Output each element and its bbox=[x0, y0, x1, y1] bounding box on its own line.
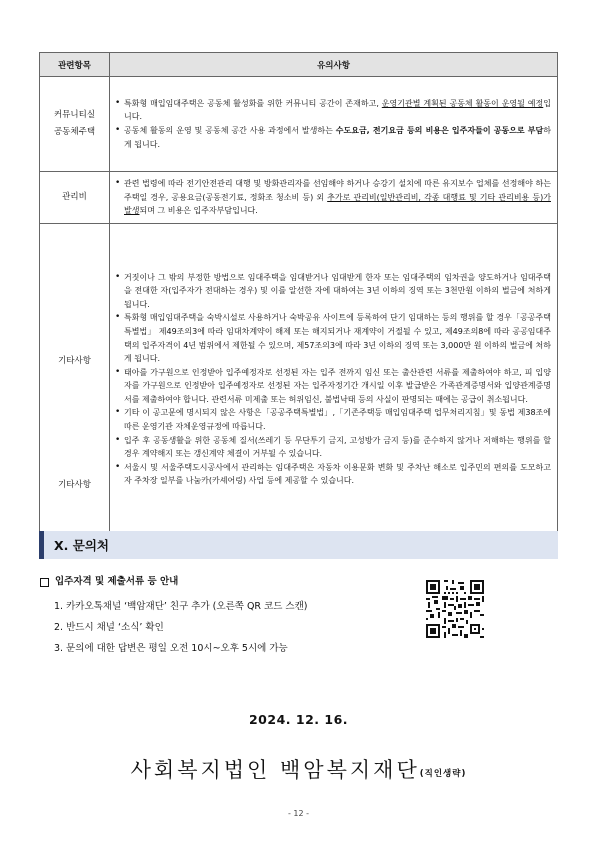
list-item: 3. 문의에 대한 답변은 평일 오전 10시~오후 5시에 가능 bbox=[54, 643, 288, 654]
section-title: Ⅹ. 문의처 bbox=[54, 538, 109, 553]
organization-name: 사회복지법인 백암복지재단 bbox=[130, 758, 420, 782]
list-item: • 입주 후 공동생활을 위한 공동체 질서(쓰레기 등 무단투기 금지, 고성방가 금지 등)를 준수하지 않거나 저해하는 행위를 할 경우 계약해지 또는 갱신계약 체결이 거부될 수 있습니다. bbox=[114, 434, 551, 461]
list-item: 1. 카카오톡채널 ‘백암재단’ 친구 추가 (오른쪽 QR 코드 스캔) bbox=[54, 601, 308, 612]
list-item: • 관련 법령에 따라 전기안전관리 대행 및 방화관리자를 선임해야 하거나 승강기 설치에 따른 유지보수 업체를 선정해야 하는 주택일 경우, 공용요금(공동전기료, 정화조 청소비 등) 외 추가로 관리비(일반관리비, 각종 대행료 및 기타 관리비용 등)가 발생되며 그 비용은 입주자부담입니다. bbox=[114, 177, 551, 218]
section-header-inquiry bbox=[39, 531, 558, 559]
table-row-other bbox=[40, 223, 558, 535]
list-item: • 특화형 매입임대주택을 숙박시설로 사용하거나 숙박공유 사이트에 등록하여 단기 임대하는 등의 행위를 할 경우「공공주택 특별법」 제49조의3에 따라 임대차계약이 해제 또는 해지되거나 재계약이 거절될 수 있고, 제49조의8에 따라 공공임대주택의 입주자격이 4년 범위에서 제한될 수 있으며, 제57조의3에 따라 3년 이하의 징역 또는 3,000만 원 이하의 벌금에 처하게 됩니다. bbox=[114, 311, 551, 365]
list-item: • 서울시 및 서울주택도시공사에서 관리하는 임대주택은 자동차 이용문화 변화 및 주차난 해소로 입주민의 편의를 도모하고자 주차장 일부를 나눔카(카셰어링) 사업 등에 제공할 수 있습니다. bbox=[114, 461, 551, 488]
list-item: • 기타 이 공고문에 명시되지 않은 사항은「공공주택특별법」,「기존주택등 매입임대주택 업무처리지침」및 동법 제38조에 따른 운영기관 자체운영규정에 따릅니다. bbox=[114, 406, 551, 433]
table-row-community bbox=[40, 77, 558, 172]
category-fee: 관리비 bbox=[40, 172, 110, 224]
category-other bbox=[40, 223, 110, 535]
list-item: • 특화형 매입임대주택은 공동체 활성화를 위한 커뮤니티 공간이 존재하고, 운영기관별 계획된 공동체 활동이 운영될 예정입니다. bbox=[114, 97, 551, 124]
notes-other bbox=[110, 223, 558, 535]
notes-community bbox=[110, 77, 558, 172]
category-community bbox=[40, 77, 110, 172]
inquiry-heading: 입주자격 및 제출서류 등 안내 bbox=[40, 575, 420, 589]
issuer-signature bbox=[0, 757, 597, 787]
checkbox-square-icon bbox=[40, 578, 49, 587]
table-row-fee bbox=[40, 172, 558, 224]
notice-date: 2024. 12. 16. bbox=[248, 712, 349, 727]
category-other-top: 기타사항 bbox=[58, 355, 91, 366]
notes-fee bbox=[110, 172, 558, 224]
notice-table bbox=[39, 52, 558, 536]
header-category: 관련항목 bbox=[40, 53, 110, 77]
list-item: • 공동체 활동의 운영 및 공동체 공간 사용 과정에서 발생하는 수도요금, 전기요금 등의 비용은 입주자들이 공동으로 부담하게 됩니다. bbox=[114, 124, 551, 151]
table-header-row bbox=[40, 53, 558, 77]
seal-omitted-note: (직인생략) bbox=[419, 769, 467, 779]
page-number: - 12 - bbox=[287, 809, 310, 818]
list-item: • 거짓이나 그 밖의 부정한 방법으로 임대주택을 임대받거나 임대받게 한자 또는 임대주택의 임차권을 양도하거나 임대주택을 전대한 자(입주자가 전대하는 경우) 및 이를 알선한 자에 대하여는 3년 이하의 징역 또는 3천만원 이하의 벌금에 처하게 됩니다. bbox=[114, 271, 551, 312]
category-community-line1: 커뮤니티실 bbox=[53, 110, 96, 120]
inquiry-block bbox=[40, 575, 420, 659]
category-other-bottom: 기타사항 bbox=[58, 479, 91, 490]
category-community-line2: 공동체주택 bbox=[53, 127, 96, 137]
inquiry-list bbox=[40, 596, 420, 659]
list-item: 2. 반드시 채널 ‘소식’ 확인 bbox=[54, 622, 164, 633]
qr-code-icon[interactable] bbox=[426, 580, 484, 638]
header-notes: 유의사항 bbox=[110, 53, 558, 77]
list-item: • 태아를 가구원으로 인정받아 입주예정자로 선정된 자는 입주 전까지 임신 또는 출산관련 서류를 제출하여야 하고, 피 입양자를 가구원으로 인정받아 입주예정자로 선정된 자는 입주자정기간 개시일 이후 발급받은 가족관계증명서와 입양관계증명서를 제출하여야 합니다. 관련서류 미제출 또는 허위임신, 불법낙태 등의 사실이 판명되는 때에는 공급이 취소됩니다. bbox=[114, 366, 551, 407]
